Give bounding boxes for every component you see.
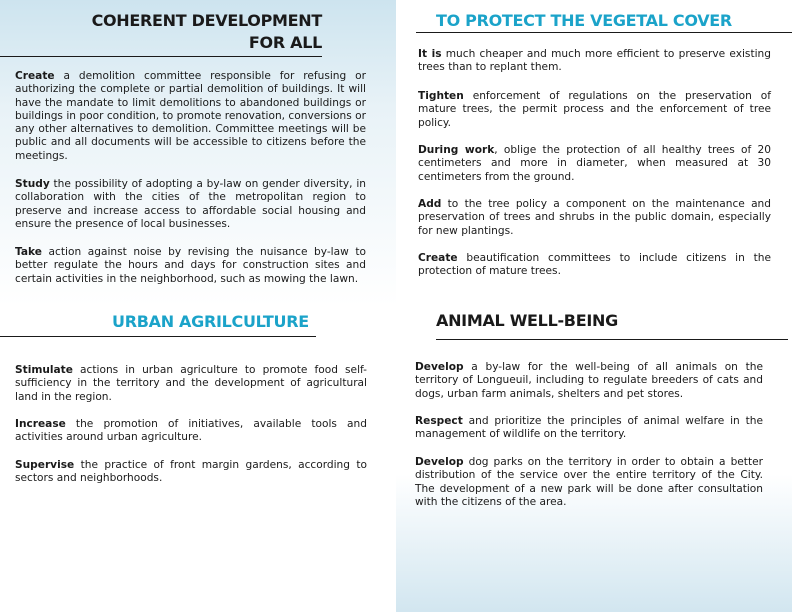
paragraph: [418, 48, 771, 75]
coherent-development-panel: [0, 0, 396, 306]
coherent-development-title: [22, 10, 322, 54]
lead-word: Supervise: [15, 459, 75, 471]
lead-word: Stimulate: [15, 364, 73, 376]
paragraph: [418, 144, 771, 184]
paragraph-text: action against noise by revising the nuisance by-law to better regulate the hours and days for construction sites and certain activities in the neighborhood, such as mowing the lawn.: [15, 246, 366, 285]
paragraph: [15, 246, 366, 286]
title-underline: [0, 56, 322, 57]
paragraph: [15, 70, 366, 163]
paragraph: [15, 459, 367, 486]
title-line-1: COHERENT DEVELOPMENT: [91, 11, 322, 30]
lead-word: Create: [15, 70, 55, 82]
paragraph-text: beautification committees to include citizens in the protection of mature trees.: [418, 252, 771, 278]
paragraph: [15, 364, 367, 404]
paragraph: [418, 90, 771, 130]
vegetal-cover-panel: [396, 0, 792, 306]
lead-word: Study: [15, 178, 50, 190]
animal-well-being-panel: [396, 306, 792, 612]
urban-agriculture-title: URBAN AGRILCULTURE: [112, 312, 309, 331]
lead-word: Tighten: [418, 90, 464, 102]
paragraph-text: the promotion of initiatives, available tools and activities around urban agriculture.: [15, 418, 367, 444]
paragraph: [418, 252, 771, 279]
urban-agriculture-panel: [0, 306, 396, 612]
paragraph-text: dog parks on the territory in order to obtain a better distribution of the service over the entire territory of the City. The development of a new park will be done after consultation with the citizens of the area.: [415, 456, 763, 508]
paragraph-text: the possibility of adopting a by-law on gender diversity, in collaboration with the cities of the metropolitan region to preserve and increase access to affordable social housing and ensure the presence of local businesses.: [15, 178, 366, 230]
lead-word: During work: [418, 144, 495, 156]
animal-well-being-title: ANIMAL WELL-BEING: [436, 311, 618, 330]
paragraph: [418, 198, 771, 238]
paragraph: [15, 178, 366, 231]
lead-word: It is: [418, 48, 442, 60]
paragraph-text: a by-law for the well-being of all animals on the territory of Longueuil, including to regulate breeders of cats and dogs, urban farm animals, shelters and pet stores.: [415, 361, 763, 400]
paragraph-text: the practice of front margin gardens, according to sectors and neighborhoods.: [15, 459, 367, 485]
paragraph-text: much cheaper and much more efficient to preserve existing trees than to replant them.: [418, 48, 771, 74]
paragraph: [15, 418, 367, 445]
title-line-2: FOR ALL: [248, 33, 322, 52]
paragraph-text: enforcement of regulations on the preservation of mature trees, the permit process and the enforcement of tree policy.: [418, 90, 771, 129]
lead-word: Create: [418, 252, 458, 264]
paragraph: [415, 456, 763, 509]
paragraph-text: and prioritize the principles of animal welfare in the management of wildlife on the territory.: [415, 415, 763, 441]
lead-word: Respect: [415, 415, 463, 427]
paragraph: [415, 415, 763, 442]
lead-word: Develop: [415, 361, 464, 373]
lead-word: Take: [15, 246, 42, 258]
title-underline: [436, 339, 788, 340]
paragraph-text: actions in urban agriculture to promote food self-sufficiency in the territory and the development of agricultural land in the region.: [15, 364, 367, 403]
paragraph-text: to the tree policy a component on the maintenance and preservation of trees and shrubs in the public domain, especially for new plantings.: [418, 198, 771, 237]
paragraph: [415, 361, 763, 401]
vegetal-cover-title: TO PROTECT THE VEGETAL COVER: [436, 11, 732, 30]
lead-word: Add: [418, 198, 442, 210]
title-underline: [0, 336, 316, 337]
paragraph-text: a demolition committee responsible for refusing or authorizing the complete or partial demolition of buildings. It will have the mandate to limit demolitions to abandoned buildings or buildings in poor condition, to promote renovation, conversions or any other alternatives to demolition. Committee meetings will be public and all documents will be accessible to citizens before the meetings.: [15, 70, 366, 162]
lead-word: Increase: [15, 418, 66, 430]
lead-word: Develop: [415, 456, 464, 468]
paragraph-text: , oblige the protection of all healthy trees of 20 centimeters and more in diameter, when measured at 30 centimeters from the ground.: [418, 144, 771, 183]
title-underline: [416, 32, 792, 33]
